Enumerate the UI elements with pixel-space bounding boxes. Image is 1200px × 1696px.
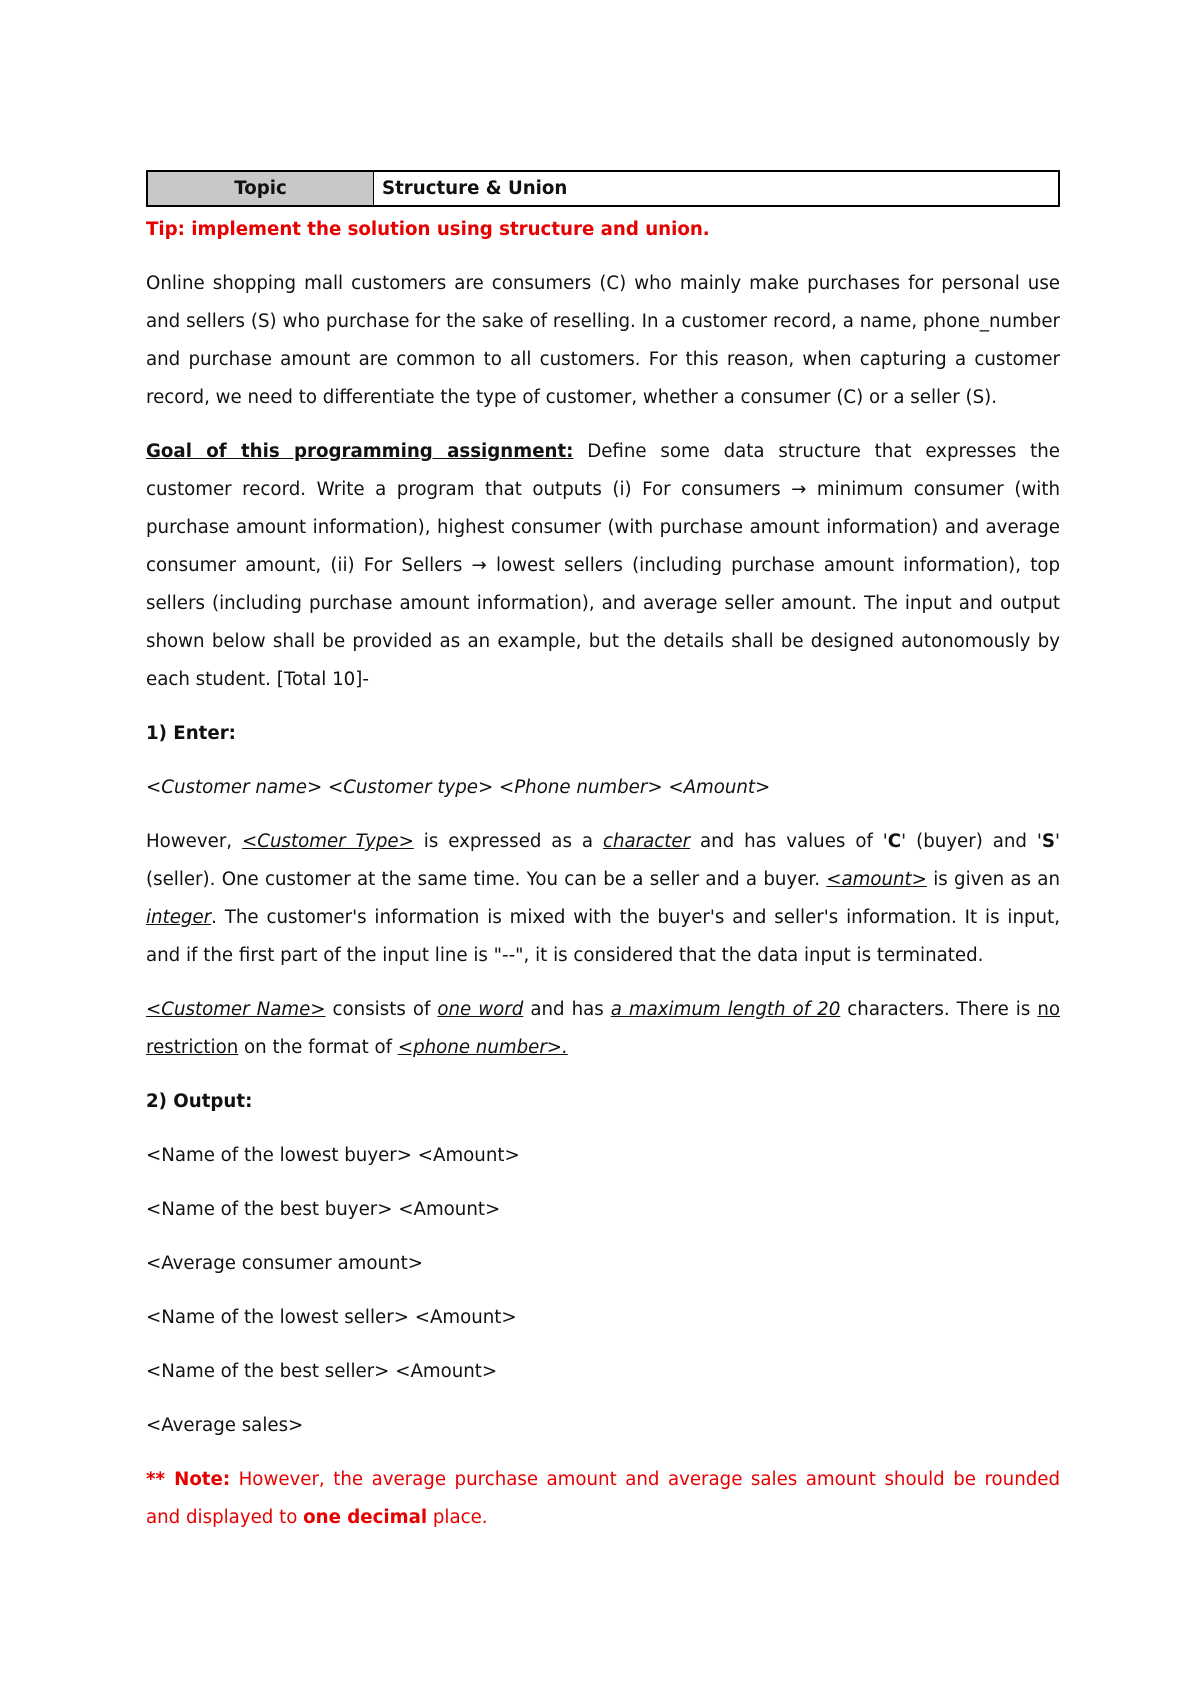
note-stars: ** bbox=[146, 1469, 175, 1490]
intro-paragraph: Online shopping mall customers are consumers (C) who mainly make purchases for personal use and sellers (S) who purchase for the sake of reselling. In a customer record, a name, phone_number and purchase amount are common to all customers. For this reason, when capturing a customer record, we need to differentiate the type of customer, whether a consumer (C) or a seller (S). bbox=[146, 273, 1060, 408]
text-span: is given as an bbox=[926, 869, 1060, 890]
text-span: ' (buyer) and ' bbox=[901, 831, 1042, 852]
goal-paragraph bbox=[146, 433, 1060, 699]
character-term: character bbox=[602, 831, 691, 852]
topic-label-cell: Topic bbox=[147, 171, 374, 206]
text-span: on the format of bbox=[238, 1037, 398, 1058]
text-span: . The customer's information is mixed with the buyer's and seller's information. It is input, and if the first part of the input line is "--", it is considered that the data input is terminated. bbox=[146, 907, 1060, 966]
text-span: and has values of ' bbox=[690, 831, 888, 852]
tip-line: Tip: implement the solution using structure and union. bbox=[146, 219, 710, 240]
topic-table bbox=[146, 170, 1060, 207]
one-word-term: one word bbox=[437, 999, 524, 1020]
goal-text: Define some data structure that expresses the customer record. Write a program that outputs (i) For consumers → minimum consumer (with purchase amount information), highest consumer (with purchase amount information) and average consumer amount, (ii) For Sellers → lowest sellers (including purchase amount information), top sellers (including purchase amount information), and average seller amount. The input and output shown below shall be provided as an example, but the details shall be designed autonomously by each student. [Total 10]- bbox=[146, 441, 1060, 690]
enter-heading: 1) Enter: bbox=[146, 723, 236, 744]
input-format-line: <Customer name> <Customer type> <Phone number> <Amount> bbox=[146, 777, 771, 798]
max-length-term: a maximum length of 20 bbox=[610, 999, 841, 1020]
text-span: However, bbox=[146, 831, 243, 852]
note-label: Note: bbox=[174, 1469, 231, 1490]
note-paragraph bbox=[146, 1461, 1060, 1537]
output-line: <Name of the best seller> <Amount> bbox=[146, 1361, 498, 1382]
output-line: <Name of the best buyer> <Amount> bbox=[146, 1199, 501, 1220]
document-page bbox=[146, 170, 1060, 1537]
output-heading: 2) Output: bbox=[146, 1091, 253, 1112]
one-decimal-term: one decimal bbox=[303, 1507, 428, 1528]
seller-code: S bbox=[1041, 831, 1055, 852]
output-line: <Average sales> bbox=[146, 1415, 304, 1436]
phone-number-term: <phone number>. bbox=[397, 1037, 568, 1058]
output-line: <Average consumer amount> bbox=[146, 1253, 423, 1274]
output-line: <Name of the lowest seller> <Amount> bbox=[146, 1307, 517, 1328]
amount-term: <amount> bbox=[826, 869, 927, 890]
text-span: characters. There is bbox=[840, 999, 1038, 1020]
customer-type-term: <Customer Type> bbox=[242, 831, 414, 852]
enter-description-paragraph bbox=[146, 823, 1060, 975]
text-span: and has bbox=[523, 999, 611, 1020]
goal-label: Goal of this programming assignment: bbox=[146, 441, 574, 462]
topic-value-cell: Structure & Union bbox=[374, 171, 1060, 206]
output-line: <Name of the lowest buyer> <Amount> bbox=[146, 1145, 520, 1166]
customer-name-paragraph bbox=[146, 991, 1060, 1067]
text-span: place. bbox=[427, 1507, 488, 1528]
no-restriction-term: no restriction bbox=[146, 999, 1061, 1058]
text-span: ' (seller). One customer at the same time. You can be a seller and a buyer. bbox=[146, 831, 1060, 890]
text-span: consists of bbox=[325, 999, 438, 1020]
customer-name-term: <Customer Name> bbox=[146, 999, 326, 1020]
buyer-code: C bbox=[887, 831, 902, 852]
integer-term: integer bbox=[146, 907, 212, 928]
text-span: is expressed as a bbox=[413, 831, 603, 852]
text-span: However, the average purchase amount and average sales amount should be rounded and displayed to bbox=[146, 1469, 1060, 1528]
